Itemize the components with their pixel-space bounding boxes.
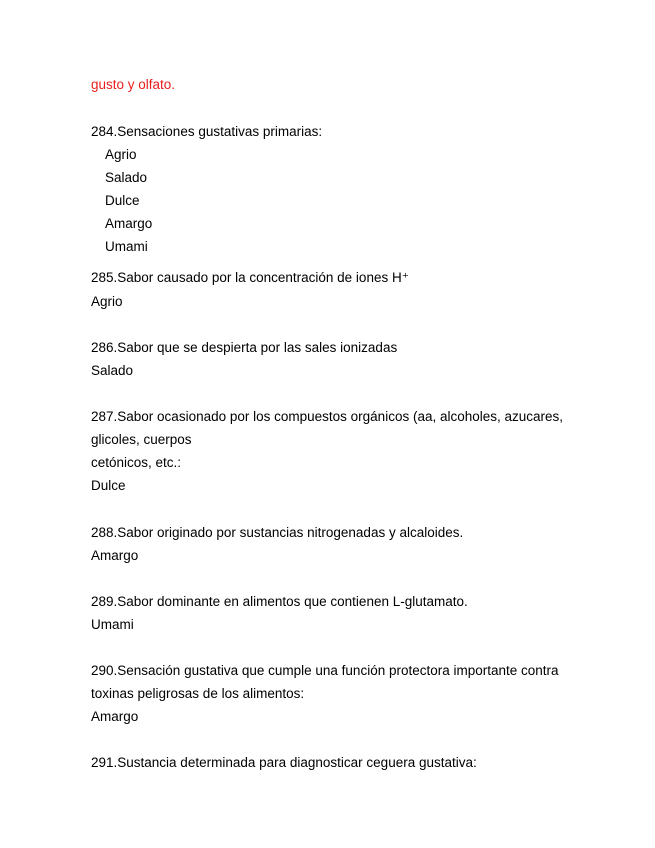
question-290-line-1: 290.Sensación gustativa que cumple una función protectora importante contra bbox=[91, 663, 559, 678]
answer-286: Salado bbox=[91, 363, 134, 378]
question-289: 289.Sabor dominante en alimentos que contienen L-glutamato. bbox=[91, 594, 468, 609]
question-286: 286.Sabor que se despierta por las sales ionizadas bbox=[91, 340, 398, 355]
question-291: 291.Sustancia determinada para diagnosticar ceguera gustativa: bbox=[91, 755, 477, 770]
question-287-line-1: 287.Sabor ocasionado por los compuestos orgánicos (aa, alcoholes, azucares, bbox=[91, 409, 564, 424]
list-item: Amargo bbox=[105, 216, 153, 231]
question-287-line-2: glicoles, cuerpos bbox=[91, 432, 192, 447]
answer-289: Umami bbox=[91, 617, 134, 632]
list-item: Umami bbox=[105, 239, 148, 254]
intro-text: gusto y olfato. bbox=[91, 77, 176, 92]
answer-287: Dulce bbox=[91, 478, 126, 493]
answer-285: Agrio bbox=[91, 294, 123, 309]
list-item: Dulce bbox=[105, 193, 140, 208]
list-item: Salado bbox=[105, 170, 148, 185]
answer-290: Amargo bbox=[91, 709, 139, 724]
question-287-line-3: cetónicos, etc.: bbox=[91, 455, 182, 470]
question-288: 288.Sabor originado por sustancias nitrogenadas y alcaloides. bbox=[91, 525, 464, 540]
list-item: Agrio bbox=[105, 147, 137, 162]
question-290-line-2: toxinas peligrosas de los alimentos: bbox=[91, 686, 305, 701]
question-285: 285.Sabor causado por la concentración de iones H⁺ bbox=[91, 270, 409, 285]
question-284: 284.Sensaciones gustativas primarias: bbox=[91, 124, 323, 139]
answer-288: Amargo bbox=[91, 548, 139, 563]
